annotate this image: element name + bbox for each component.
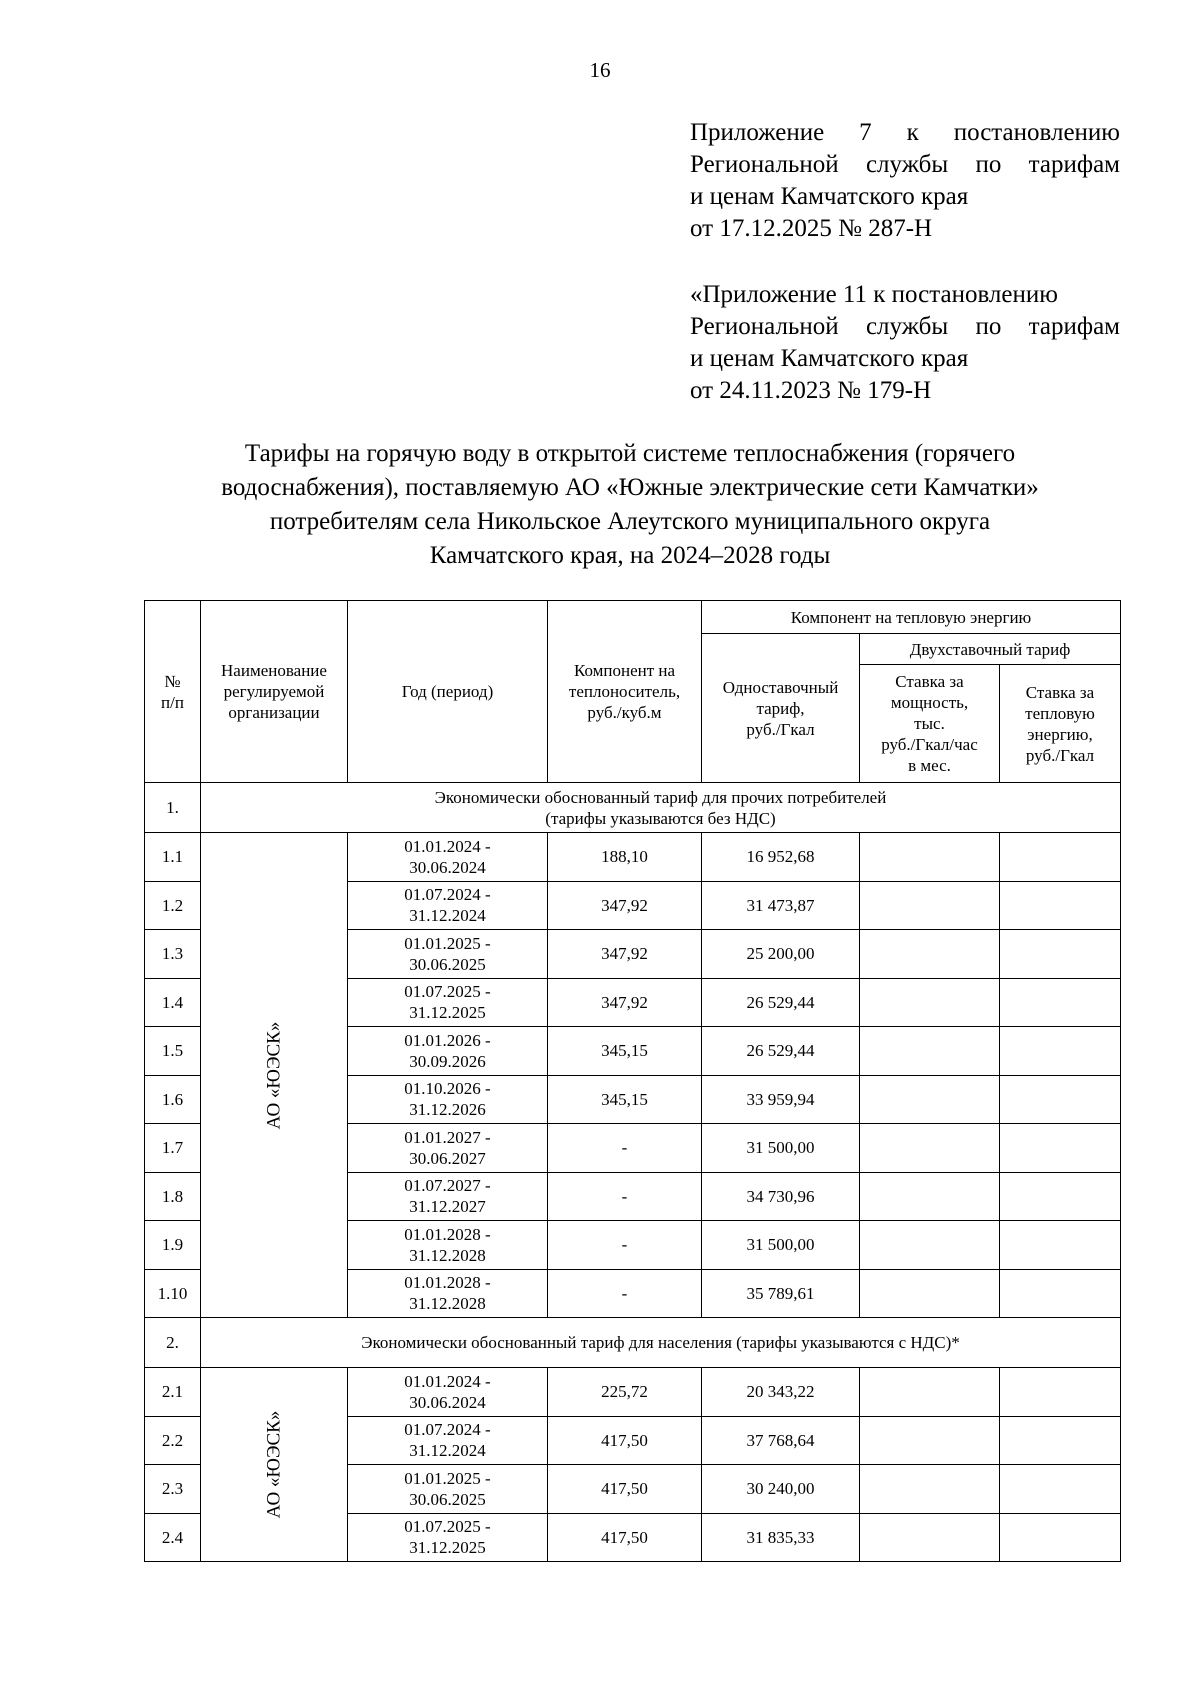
capacity-rate-value [860, 1368, 1000, 1417]
period-line: 01.07.2027 - [404, 1176, 491, 1196]
carrier-value: 417,50 [548, 1513, 702, 1562]
period-cell [348, 1221, 548, 1270]
period-cell [348, 1075, 548, 1124]
energy-rate-value [1000, 881, 1121, 930]
period-line: 01.01.2024 - [404, 836, 491, 856]
capacity-rate-value [860, 1269, 1000, 1318]
organization-name: АО «ЮЭСК» [263, 1410, 285, 1519]
row-number: 1.8 [145, 1172, 201, 1221]
header-thermal-group: Компонент на тепловую энергию [702, 601, 1121, 634]
energy-rate-value [1000, 1075, 1121, 1124]
carrier-value: 347,92 [548, 930, 702, 979]
appendix-original [690, 279, 1120, 407]
period-line: 01.01.2024 - [404, 1371, 491, 1391]
header-single-rate: Одноставочный тариф, руб./Гкал [702, 634, 860, 783]
energy-rate-value [1000, 1124, 1121, 1173]
period-cell [348, 881, 548, 930]
title-line: Тарифы на горячую воду в открытой системе теплоснабжения (горячего [244, 440, 1016, 467]
energy-rate-value [1000, 1368, 1121, 1417]
period-line: 01.07.2025 - [404, 982, 491, 1002]
period-line: 30.06.2024 [409, 1392, 486, 1412]
carrier-value: - [548, 1269, 702, 1318]
period-line: 01.10.2026 - [404, 1079, 491, 1099]
period-cell [348, 1124, 548, 1173]
single-rate-value: 34 730,96 [702, 1172, 860, 1221]
carrier-value: 225,72 [548, 1368, 702, 1417]
table-row [145, 833, 1121, 882]
capacity-rate-value [860, 1513, 1000, 1562]
appendix-original-line: и ценам Камчатского края [690, 345, 969, 372]
row-number: 2.1 [145, 1368, 201, 1417]
title-line: водоснабжения), поставляемую АО «Южные электрические сети Камчатки» [221, 474, 1039, 501]
capacity-rate-value [860, 881, 1000, 930]
section-header-row [145, 1318, 1121, 1368]
carrier-value: 417,50 [548, 1416, 702, 1465]
carrier-value: 345,15 [548, 1027, 702, 1076]
energy-rate-value [1000, 1221, 1121, 1270]
row-number: 1.2 [145, 881, 201, 930]
period-line: 31.12.2024 [409, 906, 486, 926]
period-line: 01.07.2025 - [404, 1517, 491, 1537]
carrier-value: - [548, 1172, 702, 1221]
period-line: 31.12.2027 [409, 1197, 486, 1217]
section-title-line: (тарифы указываются без НДС) [545, 808, 776, 828]
period-line: 30.06.2027 [409, 1148, 486, 1168]
period-cell [348, 1513, 548, 1562]
single-rate-value: 26 529,44 [702, 1027, 860, 1076]
period-cell [348, 833, 548, 882]
single-rate-value: 30 240,00 [702, 1465, 860, 1514]
row-number: 1.5 [145, 1027, 201, 1076]
table-body [145, 783, 1121, 1562]
single-rate-value: 25 200,00 [702, 930, 860, 979]
capacity-rate-value [860, 1221, 1000, 1270]
row-number: 2.4 [145, 1513, 201, 1562]
section-number: 1. [145, 783, 201, 833]
energy-rate-value [1000, 1172, 1121, 1221]
capacity-rate-value [860, 930, 1000, 979]
period-line: 01.01.2026 - [404, 1030, 491, 1050]
row-number: 1.10 [145, 1269, 201, 1318]
capacity-rate-value [860, 1124, 1000, 1173]
row-number: 2.2 [145, 1416, 201, 1465]
header-num: № п/п [145, 601, 201, 783]
period-line: 31.12.2028 [409, 1245, 486, 1265]
period-line: 30.06.2025 [409, 1489, 486, 1509]
energy-rate-value [1000, 833, 1121, 882]
energy-rate-value [1000, 978, 1121, 1027]
period-line: 31.12.2024 [409, 1441, 486, 1461]
period-line: 01.01.2028 - [404, 1273, 491, 1293]
period-cell [348, 1416, 548, 1465]
row-number: 1.1 [145, 833, 201, 882]
carrier-value: 188,10 [548, 833, 702, 882]
header-energy-rate: Ставка за тепловую энергию, руб./Гкал [1000, 665, 1121, 783]
title-line: Камчатского края, на 2024–2028 годы [429, 542, 831, 569]
period-cell [348, 1269, 548, 1318]
carrier-value: 347,92 [548, 881, 702, 930]
single-rate-value: 31 473,87 [702, 881, 860, 930]
document-title [140, 437, 1120, 573]
section-title [201, 1318, 1121, 1368]
period-line: 30.06.2024 [409, 857, 486, 877]
capacity-rate-value [860, 833, 1000, 882]
period-line: 31.12.2026 [409, 1100, 486, 1120]
row-number: 1.9 [145, 1221, 201, 1270]
header-carrier: Компонент на теплоноситель, руб./куб.м [548, 601, 702, 783]
capacity-rate-value [860, 1416, 1000, 1465]
single-rate-value: 26 529,44 [702, 978, 860, 1027]
row-number: 1.4 [145, 978, 201, 1027]
appendix-current-line: и ценам Камчатского края [690, 183, 969, 210]
energy-rate-value [1000, 930, 1121, 979]
row-number: 1.3 [145, 930, 201, 979]
section-header-row [145, 783, 1121, 833]
period-line: 30.09.2026 [409, 1051, 486, 1071]
period-line: 01.07.2024 - [404, 885, 491, 905]
period-line: 01.01.2025 - [404, 1468, 491, 1488]
title-line: потребителям села Никольское Алеутского муниципального округа [269, 508, 991, 535]
capacity-rate-value [860, 1172, 1000, 1221]
header-two-rate-group: Двухставочный тариф [860, 634, 1121, 665]
single-rate-value: 33 959,94 [702, 1075, 860, 1124]
appendix-original-line: «Приложение 11 к постановлению [690, 281, 1058, 308]
period-line: 30.06.2025 [409, 954, 486, 974]
appendix-original-line: от 24.11.2023 № 179-Н [690, 377, 932, 404]
period-cell [348, 930, 548, 979]
organization-cell [201, 833, 348, 1318]
appendix-original-line: Региональной службы по тарифам [690, 313, 1120, 340]
single-rate-value: 31 500,00 [702, 1221, 860, 1270]
organization-cell [201, 1368, 348, 1562]
energy-rate-value [1000, 1416, 1121, 1465]
capacity-rate-value [860, 1075, 1000, 1124]
period-cell [348, 1465, 548, 1514]
row-number: 2.3 [145, 1465, 201, 1514]
single-rate-value: 20 343,22 [702, 1368, 860, 1417]
period-cell [348, 1368, 548, 1417]
capacity-rate-value [860, 1465, 1000, 1514]
period-line: 31.12.2025 [409, 1538, 486, 1558]
period-line: 01.01.2027 - [404, 1127, 491, 1147]
capacity-rate-value [860, 978, 1000, 1027]
appendix-current [690, 117, 1120, 245]
section-title [201, 783, 1121, 833]
period-line: 01.01.2025 - [404, 933, 491, 953]
header-org: Наименование регулируемой организации [201, 601, 348, 783]
carrier-value: 347,92 [548, 978, 702, 1027]
single-rate-value: 31 500,00 [702, 1124, 860, 1173]
single-rate-value: 31 835,33 [702, 1513, 860, 1562]
period-cell [348, 1172, 548, 1221]
page-number: 16 [589, 58, 611, 82]
section-title-line: Экономически обоснованный тариф для населения (тарифы указываются с НДС)* [361, 1333, 960, 1352]
appendix-current-line: Приложение 7 к постановлению [690, 119, 1120, 146]
period-line: 31.12.2025 [409, 1003, 486, 1023]
energy-rate-value [1000, 1465, 1121, 1514]
row-number: 1.6 [145, 1075, 201, 1124]
single-rate-value: 37 768,64 [702, 1416, 860, 1465]
period-cell [348, 978, 548, 1027]
table-row [145, 1368, 1121, 1417]
single-rate-value: 35 789,61 [702, 1269, 860, 1318]
period-cell [348, 1027, 548, 1076]
energy-rate-value [1000, 1269, 1121, 1318]
row-number: 1.7 [145, 1124, 201, 1173]
period-line: 01.01.2028 - [404, 1224, 491, 1244]
appendix-current-line: Региональной службы по тарифам [690, 151, 1120, 178]
carrier-value: - [548, 1221, 702, 1270]
energy-rate-value [1000, 1513, 1121, 1562]
carrier-value: 345,15 [548, 1075, 702, 1124]
section-title-line: Экономически обоснованный тариф для прочих потребителей [434, 787, 887, 807]
tariff-table [144, 600, 1121, 1562]
single-rate-value: 16 952,68 [702, 833, 860, 882]
header-capacity-rate: Ставка за мощность, тыс. руб./Гкал/час в мес. [860, 665, 1000, 783]
period-line: 31.12.2028 [409, 1294, 486, 1314]
carrier-value: - [548, 1124, 702, 1173]
period-line: 01.07.2024 - [404, 1420, 491, 1440]
carrier-value: 417,50 [548, 1465, 702, 1514]
header-period: Год (период) [348, 601, 548, 783]
appendix-current-line: от 17.12.2025 № 287-Н [690, 215, 933, 242]
organization-name: АО «ЮЭСК» [263, 1021, 285, 1129]
energy-rate-value [1000, 1027, 1121, 1076]
capacity-rate-value [860, 1027, 1000, 1076]
section-number: 2. [145, 1318, 201, 1368]
